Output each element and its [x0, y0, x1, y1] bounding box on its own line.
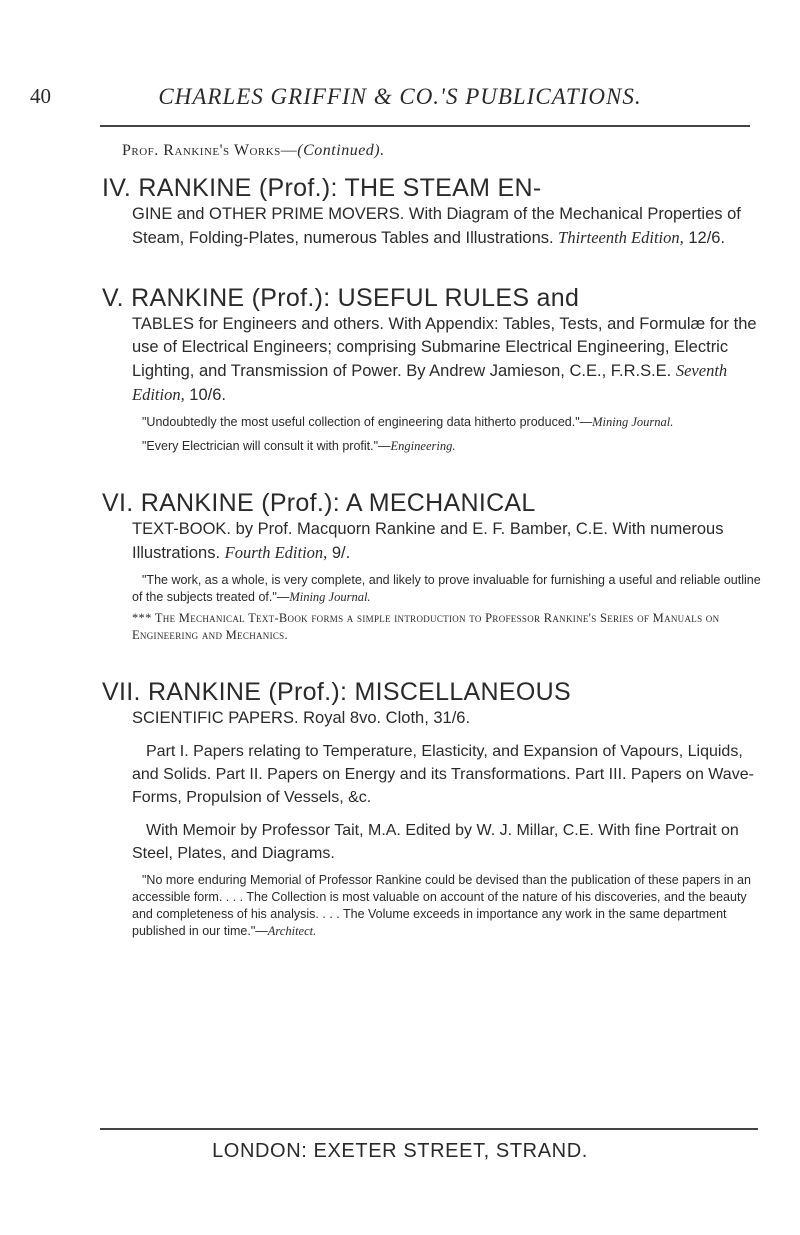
entry-edition: Thirteenth Edition,	[558, 228, 684, 247]
entry-memoir: With Memoir by Professor Tait, M.A. Edited by W. J. Millar, C.E. With fine Portrait on Steel, Plates, and Diagrams.	[132, 822, 739, 862]
series-note: *** The Mechanical Text-Book forms a simple introduction to Professor Rankine's Series of Manuals on Engineering and Mechanics.	[132, 611, 720, 642]
entry-price: 12/6.	[683, 229, 726, 247]
continued-heading	[122, 142, 762, 160]
entry-description-text: GINE and OTHER PRIME MOVERS. With Diagram of the Mechanical Properties of Steam, Folding-Plates, numerous Tables and Illustrations.	[132, 205, 741, 247]
review-quote-text: "Undoubtedly the most useful collection of engineering data hitherto produced."—	[142, 415, 593, 429]
review-quote	[132, 572, 762, 606]
entry-heading: V. RANKINE (Prof.): USEFUL RULES and	[102, 284, 580, 312]
review-quote-text: "No more enduring Memorial of Professor Rankine could be devised than the publication of these papers in an accessible form. . . . The Collection is most valuable on account of the nature of his discoveries, and the beauty and completeness of his analysis. . . . The Volume exceeds in importance any work in the same department published in our time."—	[132, 873, 751, 938]
entry-heading: IV. RANKINE (Prof.): THE STEAM EN-	[102, 174, 542, 202]
header-rule	[100, 125, 750, 127]
entry-heading: VI. RANKINE (Prof.): A MECHANICAL	[102, 489, 536, 517]
publisher-imprint: LONDON: EXETER STREET, STRAND.	[212, 1140, 588, 1162]
continued-heading-italic: (Continued).	[297, 142, 385, 159]
review-quote	[132, 414, 762, 431]
entry-heading: VII. RANKINE (Prof.): MISCELLANEOUS	[102, 678, 571, 706]
review-quote	[132, 872, 762, 940]
entry-price: 9/.	[327, 544, 351, 562]
entry-description	[132, 313, 762, 407]
entry-description	[132, 518, 762, 565]
page-header	[30, 84, 770, 124]
catalogue-content	[102, 142, 762, 974]
entry-edition: Fourth Edition,	[224, 543, 328, 562]
entry-price: 10/6.	[184, 386, 227, 404]
entry-edition: Seventh Edition,	[132, 361, 728, 404]
review-source: Architect.	[267, 924, 317, 938]
review-quote-text: "The work, as a whole, is very complete, and likely to prove invaluable for furnishing a useful and reliable outline of the subjects treated of."—	[132, 573, 761, 604]
review-source: Mining Journal.	[592, 415, 674, 429]
entry-mechanical-text-book	[102, 489, 762, 644]
entry-description	[132, 203, 762, 250]
review-quote	[132, 438, 762, 455]
entry-description: SCIENTIFIC PAPERS. Royal 8vo. Cloth, 31/6.	[132, 709, 471, 727]
review-source: Engineering.	[390, 439, 456, 453]
entry-parts: Part I. Papers relating to Temperature, Elasticity, and Expansion of Vapours, Liquids, and Solids. Part II. Papers on Energy and its Transformations. Part III. Papers on Wave-Forms, Propulsion of Vessels, &c.	[132, 743, 754, 806]
review-quote-text: "Every Electrician will consult it with profit."—	[142, 439, 391, 453]
review-source: Mining Journal.	[289, 590, 371, 604]
entry-useful-rules	[102, 284, 762, 455]
continued-heading-main: Prof. Rankine's Works—	[122, 142, 298, 159]
entry-description-text: TEXT-BOOK. by Prof. Macquorn Rankine and E. F. Bamber, C.E. With numerous Illustrations.	[132, 520, 724, 562]
entry-miscellaneous-papers	[102, 678, 762, 940]
entry-steam-engine	[102, 174, 762, 250]
page-number: 40	[30, 84, 51, 108]
running-title: CHARLES GRIFFIN & CO.'S PUBLICATIONS.	[158, 84, 642, 109]
footer-rule	[100, 1128, 758, 1130]
entry-description-text: TABLES for Engineers and others. With Appendix: Tables, Tests, and Formulæ for the use of Electrical Engineers; comprising Submarine Electrical Engineering, Electric Lighting, and Transmission of Power. By Andrew Jamieson, C.E., F.R.S.E.	[132, 315, 757, 380]
